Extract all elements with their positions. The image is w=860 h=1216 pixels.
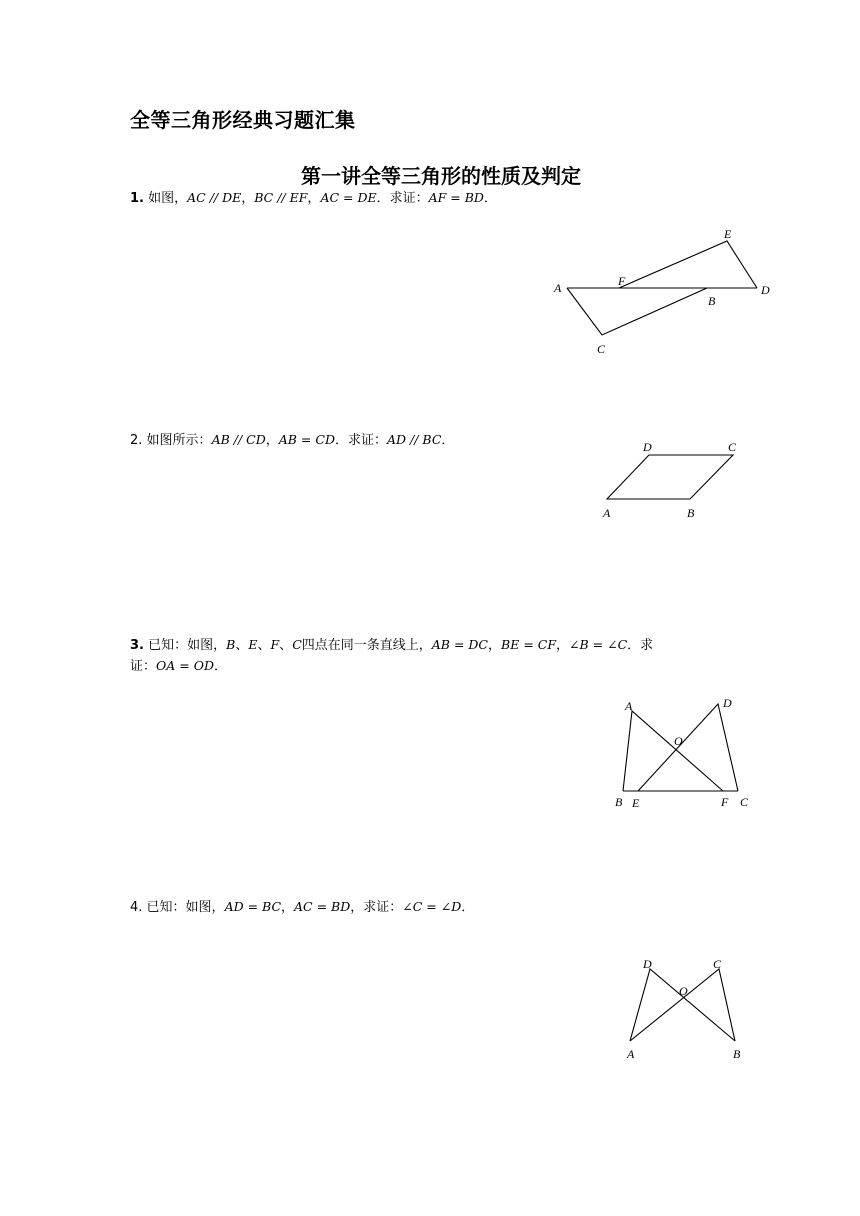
label-e: E <box>724 227 732 241</box>
label-b: B <box>687 506 695 520</box>
problem-number: 4. <box>130 900 143 915</box>
label-b: B <box>615 795 623 809</box>
document-title: 全等三角形经典习题汇集 <box>130 108 356 132</box>
problem-number: 2. <box>130 433 143 448</box>
label-a: A <box>625 699 633 713</box>
math-expression: AD // BC <box>387 432 442 447</box>
problem-3-figure <box>605 692 765 822</box>
label-f: F <box>618 274 626 288</box>
statement-text: 已知：如图， <box>146 900 225 915</box>
math-expression: AB = CD <box>278 432 335 447</box>
problem-2-statement <box>130 430 454 451</box>
math-expression: OA = OD <box>156 658 214 673</box>
math-expression: F <box>270 637 280 652</box>
math-expression: C <box>292 637 302 652</box>
statement-text: 如图， <box>148 191 188 206</box>
label-o: O <box>679 984 688 998</box>
label-d: D <box>761 283 770 297</box>
math-expression: AC // DE <box>187 190 242 205</box>
statement-text: 、 <box>235 638 249 653</box>
statement-text: ． <box>461 900 475 915</box>
problem-4-figure <box>615 953 755 1068</box>
segment-acb <box>630 969 735 1041</box>
math-expression: AF = BD <box>428 190 484 205</box>
statement-text: 已知：如图， <box>148 638 227 653</box>
math-expression: B <box>226 637 236 652</box>
statement-text: 、 <box>279 638 293 653</box>
statement-text: ．求证： <box>376 191 429 206</box>
problem-4-statement <box>130 897 474 918</box>
statement-text: 证： <box>130 659 157 674</box>
label-o: O <box>674 734 683 748</box>
statement-text: ， <box>281 900 295 915</box>
problem-3-statement <box>130 635 740 677</box>
math-expression: AB = DC <box>431 637 489 652</box>
statement-text: ． <box>213 659 227 674</box>
segment-baf <box>623 711 723 791</box>
label-a: A <box>627 1047 635 1061</box>
segment-adb <box>630 969 735 1041</box>
problem-2-figure <box>590 436 750 526</box>
statement-text: 四点在同一条直线上， <box>301 638 432 653</box>
label-c: C <box>597 342 606 356</box>
statement-text: ．求 <box>627 638 654 653</box>
label-d: D <box>723 696 732 710</box>
statement-text: 、 <box>257 638 271 653</box>
label-b: B <box>733 1047 741 1061</box>
segment-fed <box>619 241 757 288</box>
statement-text: ． <box>483 191 497 206</box>
statement-text: ， <box>241 191 255 206</box>
label-a: A <box>554 281 562 295</box>
statement-text: ．求证： <box>334 433 387 448</box>
label-d: D <box>643 440 652 454</box>
math-expression: BC // EF <box>254 190 308 205</box>
problem-1-figure <box>540 222 780 362</box>
math-expression: BE = CF <box>501 637 556 652</box>
label-c: C <box>713 957 722 971</box>
label-d: D <box>643 957 652 971</box>
math-expression: AC = BD <box>294 899 351 914</box>
statement-text: ， <box>265 433 279 448</box>
label-c: C <box>728 440 737 454</box>
label-c: C <box>740 795 749 809</box>
math-expression: ∠B = ∠C <box>569 637 628 652</box>
math-expression: AD = BC <box>224 899 282 914</box>
math-expression: AC = DE <box>320 190 377 205</box>
statement-text: ． <box>441 433 455 448</box>
statement-text: 如图所示： <box>146 433 212 448</box>
statement-text: ，求证： <box>350 900 403 915</box>
math-expression: AB // CD <box>211 432 266 447</box>
math-expression: ∠C = ∠D <box>402 899 462 914</box>
parallelogram-abcd <box>607 455 733 499</box>
statement-text: ， <box>556 638 570 653</box>
segment-edc <box>638 704 738 791</box>
label-b: B <box>708 294 716 308</box>
segment-acb <box>567 288 707 335</box>
problem-number: 3. <box>130 638 144 653</box>
problem-number: 1. <box>130 191 144 206</box>
label-f: F <box>721 795 729 809</box>
statement-text: ， <box>307 191 321 206</box>
statement-text: ， <box>488 638 502 653</box>
problem-1-statement <box>130 188 497 209</box>
math-expression: E <box>248 637 258 652</box>
lecture-title: 第一讲全等三角形的性质及判定 <box>301 164 581 188</box>
label-a: A <box>603 506 611 520</box>
label-e: E <box>632 796 640 810</box>
